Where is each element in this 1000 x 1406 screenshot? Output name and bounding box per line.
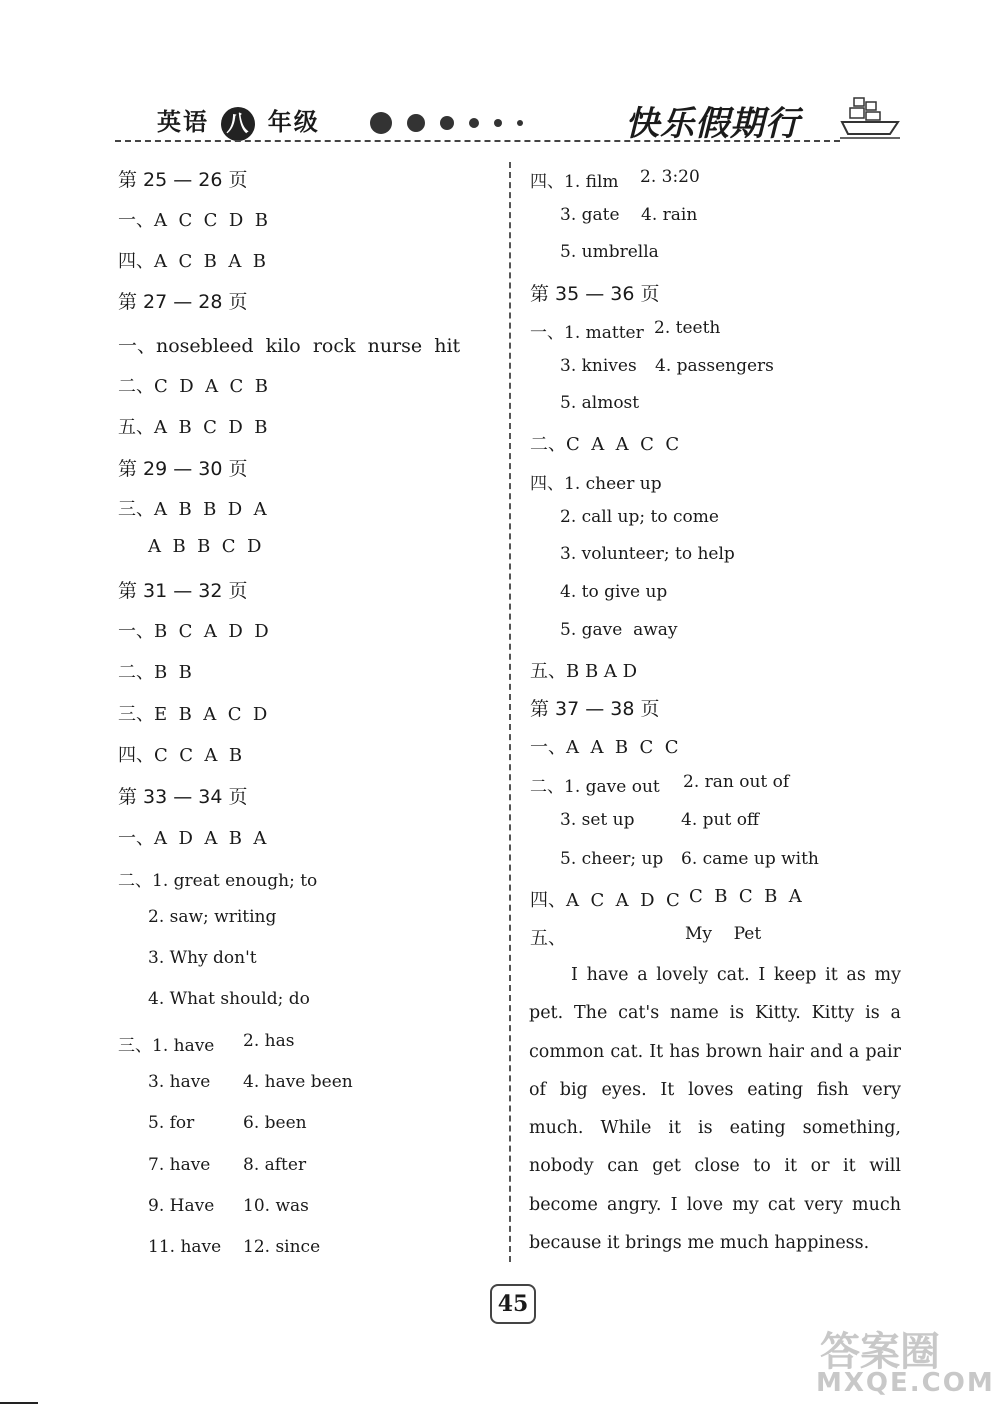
answer-line: 8. after [243, 1155, 307, 1175]
answer-line: 4. to give up [560, 582, 668, 602]
answer-line: 一、1. matter [530, 323, 644, 343]
section-heading: 第 31 — 32 页 [118, 580, 248, 602]
answer-line: 3. set up [560, 810, 635, 830]
section-heading: 第 35 — 36 页 [530, 283, 660, 305]
watermark-url: MXQE.COM [816, 1368, 995, 1398]
answer-line: 四、C C A B [118, 745, 243, 766]
answer-line: 一、A C C D B [118, 210, 268, 231]
essay-body: I have a lovely cat. I keep it as my pet. The cat's name is Kitty. Kitty is a common cat. It has brown hair and a pair of big eyes. It loves eating fish very much. While it is eating something, nobody can get close to it or it will become angry. I love my cat very much because it brings me much happiness. [529, 965, 901, 1254]
answer-line: 一、A D A B A [118, 828, 267, 849]
answer-line: C B C B A [689, 886, 802, 907]
decorative-dots [370, 112, 533, 134]
essay-title: My Pet [685, 924, 762, 944]
answer-line: 4. have been [243, 1072, 353, 1092]
page-number: 45 [490, 1284, 536, 1324]
dot-icon [370, 112, 392, 134]
answer-line: 4. put off [681, 810, 760, 830]
answer-line: 4. passengers [655, 356, 774, 376]
answer-line: 2. 3:20 [640, 167, 700, 187]
answer-line: 6. came up with [681, 849, 819, 869]
answer-line: 5. umbrella [560, 242, 659, 262]
answer-line: 五、B B A D [530, 661, 638, 682]
answer-line: 五、A B C D B [118, 417, 268, 438]
answer-line: 3. gate [560, 205, 620, 225]
answer-line: 6. been [243, 1113, 307, 1133]
answer-line: 四、1. cheer up [530, 474, 662, 494]
answer-line: 二、1. great enough; to [118, 871, 318, 891]
answer-line: 5. cheer; up [560, 849, 664, 869]
answer-line: 5. for [148, 1113, 195, 1133]
answer-line: 12. since [243, 1237, 321, 1257]
answer-line: 9. Have [148, 1196, 215, 1216]
answer-line: 二、B B [118, 662, 192, 683]
answer-line: 5. gave away [560, 620, 678, 640]
answer-line: 二、C D A C B [118, 376, 268, 397]
answer-line: 四、A C B A B [118, 251, 266, 272]
answer-line: 一、A A B C C [530, 737, 679, 758]
subject-label: 英语 [157, 107, 209, 136]
answer-line: 四、A C A D C [530, 890, 680, 911]
answer-line: 10. was [243, 1196, 309, 1216]
answer-line: 三、A B B D A [118, 499, 267, 520]
dot-icon [440, 116, 454, 130]
answer-line: 3. have [148, 1072, 211, 1092]
book-title: 快乐假期行 [625, 104, 800, 144]
answer-line: 一、B C A D D [118, 621, 269, 642]
answer-line: 2. call up; to come [560, 507, 719, 527]
section-heading: 第 25 — 26 页 [118, 169, 248, 191]
answer-line: 4. What should; do [148, 989, 310, 1009]
corner-mark [0, 1402, 38, 1404]
answer-line: 四、1. film [530, 172, 619, 192]
dot-icon [469, 118, 479, 128]
page-header [115, 92, 905, 147]
answer-line: 五、 [530, 928, 566, 949]
answer-line: 3. Why don't [148, 948, 257, 968]
watermark-logo: 答案圈 [820, 1329, 940, 1375]
answer-line: 5. almost [560, 393, 640, 413]
answer-line: 3. knives [560, 356, 637, 376]
answer-line: 一、nosebleed kilo rock nurse hit [118, 335, 461, 357]
section-heading: 第 33 — 34 页 [118, 786, 248, 808]
column-divider [509, 162, 511, 1262]
section-heading: 第 29 — 30 页 [118, 458, 248, 480]
answer-line: 二、C A A C C [530, 434, 680, 455]
grade-badge: 八 [221, 107, 255, 141]
ship-icon [840, 92, 900, 140]
answer-line: 2. ran out of [683, 772, 790, 792]
answer-line: 2. saw; writing [148, 907, 277, 927]
header-rule [115, 140, 840, 142]
dot-icon [407, 114, 425, 132]
answer-line: 7. have [148, 1155, 211, 1175]
section-heading: 第 27 — 28 页 [118, 291, 248, 313]
answer-line: 三、1. have [118, 1036, 215, 1056]
answer-line: A B B C D [148, 536, 262, 557]
grade-label: 年级 [267, 107, 320, 136]
subject-grade [157, 102, 320, 141]
answer-line: 3. volunteer; to help [560, 544, 735, 564]
dot-icon [517, 120, 523, 126]
answer-line: 4. rain [641, 205, 698, 225]
dot-icon [494, 119, 502, 127]
answer-line: 2. has [243, 1031, 295, 1051]
answer-line: 二、1. gave out [530, 777, 660, 797]
answer-line: 三、E B A C D [118, 704, 268, 725]
answer-line: 2. teeth [654, 318, 721, 338]
section-heading: 第 37 — 38 页 [530, 698, 660, 720]
answer-line: 11. have [148, 1237, 222, 1257]
